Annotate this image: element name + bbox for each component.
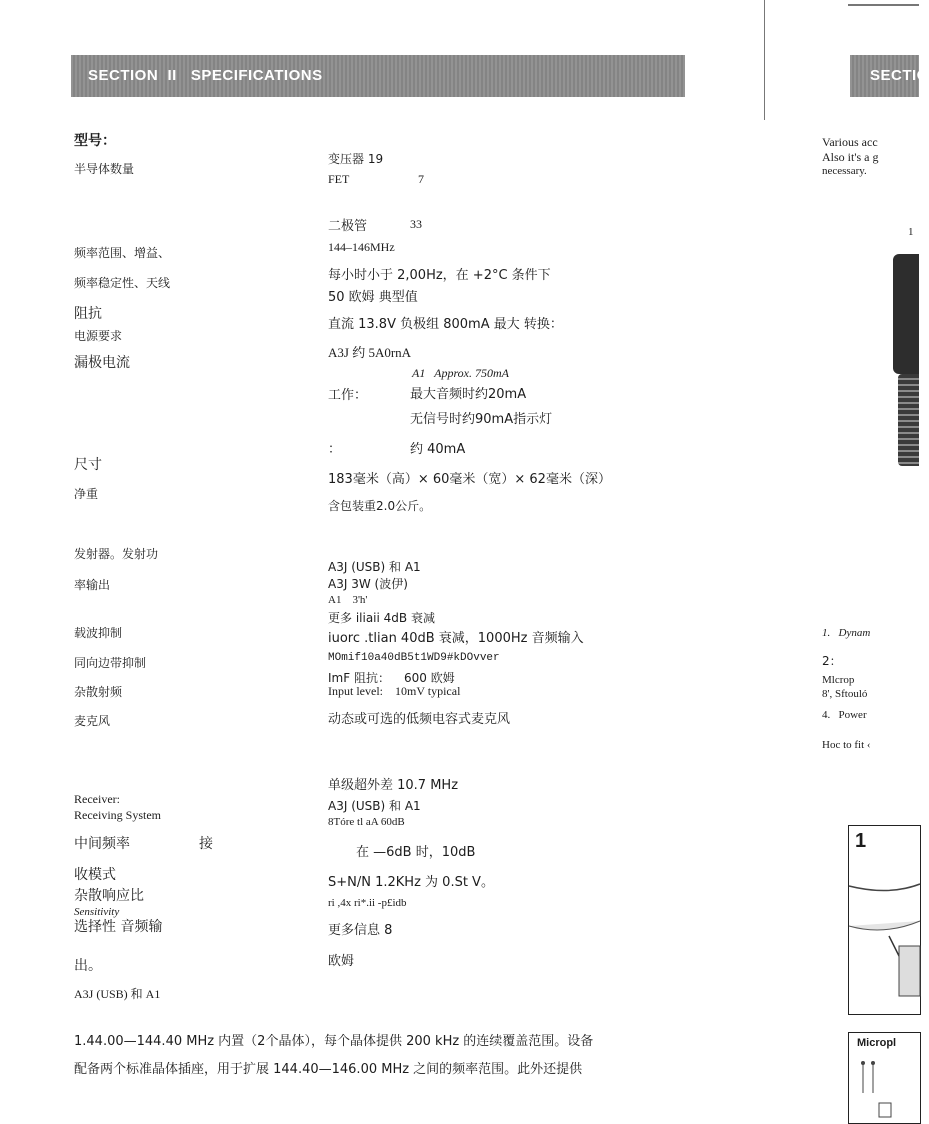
page-gutter-line — [764, 0, 765, 120]
value-input-level: Input level: 10mV typical — [328, 684, 461, 698]
paragraph-line-1: 1.44.00—144.40 MHz 内置（2个晶体），每个晶体提供 200 kHz 的连续覆盖范围。设备 — [74, 1034, 594, 1049]
right-page-top-rule — [848, 4, 919, 6]
value-dimensions: 183毫米（高）× 60毫米（宽）× 62毫米（深） — [328, 472, 611, 487]
label-freq-stability: 频率稳定性、天线 — [74, 276, 171, 290]
label-if-frequency: 中间频率 — [74, 836, 130, 852]
value-colon: ： — [328, 442, 342, 457]
right-list-mic: Mlcrop — [822, 674, 855, 686]
right-intro-line-1: Various acc — [822, 135, 878, 149]
right-section-header-title: SECTIO — [870, 67, 929, 84]
section-header-bar — [71, 55, 685, 97]
right-list-sft: 8', Sftouló — [822, 688, 868, 700]
value-tx-power: A3J 3W (波伊) — [328, 577, 408, 591]
value-weight: 含包装重2.0公斤。 — [328, 499, 432, 513]
microphone-cord — [898, 374, 919, 466]
microphone-photo — [890, 224, 919, 469]
right-how-to: Hoc to fit ‹ — [822, 739, 871, 751]
value-approx-40: 约 40mA — [410, 442, 466, 457]
value-rx-garbled: 8Tóre tl aA 60dB — [328, 816, 405, 828]
right-list-1: 1. Dynam — [822, 627, 871, 639]
label-receive-mode: 收模式 — [74, 867, 116, 883]
label-mode-a3j: A3J (USB) 和 A1 — [74, 987, 161, 1001]
right-intro-line-3: necessary. — [822, 165, 867, 177]
value-fet-count: 7 — [418, 172, 424, 186]
value-no-signal: 无信号时约90mA指示灯 — [410, 412, 553, 427]
label-receiving-system: Receiving System — [74, 808, 161, 822]
label-carrier-suppression: 载波抑制 — [74, 626, 123, 640]
label-spurious: 杂散射频 — [74, 685, 123, 699]
label-transmitter: 发射器。发射功 — [74, 547, 159, 561]
label-weight: 净重 — [74, 487, 99, 501]
value-diode: 二极管 — [328, 219, 368, 234]
value-imp: 600 欧姆 — [404, 671, 455, 685]
label-sideband-suppression: 同向边带抑制 — [74, 656, 147, 670]
value-a3j-current: A3J 约 5A0rnA — [328, 345, 412, 360]
value-carrier: iuorc .tlian 40dB 衰减，1000Hz 音频输入 — [328, 631, 584, 646]
label-spurious-ratio: 杂散响应比 — [74, 888, 144, 904]
label-drain-current: 漏极电流 — [74, 355, 130, 371]
right-intro-line-2: Also it's a g — [822, 150, 879, 164]
photo-number: 1 — [908, 226, 914, 238]
value-rx-garbled-2: ri ,4x ri*.ii -p£idb — [328, 897, 407, 909]
label-impedance: 阻抗 — [74, 306, 102, 322]
figure-2-label: Micropl — [857, 1037, 897, 1049]
label-model: 型号： — [74, 133, 116, 149]
value-tx-mode: A3J (USB) 和 A1 — [328, 560, 421, 574]
value-stability: 每小时小于 2,00Hz，在 +2°C 条件下 — [328, 268, 551, 283]
label-receiver: Receiver: — [74, 792, 120, 806]
value-imp-label: ImF 阻抗： — [328, 671, 390, 685]
value-tx-a1: A1 3'h' — [328, 594, 368, 606]
value-working-label: 工作： — [328, 388, 368, 403]
paragraph-line-2: 配备两个标准晶体插座，用于扩展 144.40—146.00 MHz 之间的频率范围。此外还提供 — [74, 1062, 583, 1077]
value-fet: FET — [328, 172, 350, 186]
value-microphone: 动态或可选的低频电容式麦克风 — [328, 712, 511, 727]
figure-2-drawing — [849, 1033, 920, 1123]
label-power-output: 率输出 — [74, 578, 111, 592]
value-transformer: 变压器 19 — [328, 152, 384, 166]
label-output: 出。 — [74, 958, 102, 974]
value-freq: 144–146MHz — [328, 240, 395, 254]
figure-1-number: 1 — [855, 830, 867, 852]
value-snr: S+N/N 1.2KHz 为 0.St V。 — [328, 875, 494, 890]
figure-1-drawing — [849, 826, 920, 1014]
value-superhet: 单级超外差 10.7 MHz — [328, 778, 459, 793]
value-impedance: 50 欧姆 典型值 — [328, 290, 418, 305]
label-dimensions: 尺寸 — [74, 457, 102, 473]
label-semiconductors: 半导体数量 — [74, 162, 135, 176]
label-microphone: 麦克风 — [74, 714, 111, 728]
value-a1-current: A1 Approx. 750mA — [412, 366, 509, 380]
section-header-title: SECTION II SPECIFICATIONS — [88, 67, 323, 84]
figure-2-box — [848, 1032, 921, 1124]
label-freq-range: 频率范围、增益、 — [74, 246, 171, 260]
value-working: 最大音频时约20mA — [410, 387, 527, 402]
value-more-info: 更多信息 8 — [328, 923, 393, 938]
value-rx-mode: A3J (USB) 和 A1 — [328, 799, 421, 813]
label-sensitivity: Sensitivity — [74, 906, 120, 918]
value-dc-supply: 直流 13.8V 负极组 800mA 最大 转换： — [328, 317, 563, 332]
microphone-body — [893, 254, 919, 374]
right-list-2: 2： — [822, 654, 842, 668]
right-section-header-bar — [850, 55, 929, 97]
right-list-4: 4. Power — [822, 709, 867, 721]
value-diode-count: 33 — [410, 217, 422, 231]
value-sideband: MOmif10a40dB5t1WD9#kDOvver — [328, 652, 500, 664]
value-more-ilia: 更多 iliaii 4dB 衰减 — [328, 611, 435, 625]
value-ohm: 欧姆 — [328, 954, 355, 969]
label-receive-char: 接 — [199, 836, 213, 852]
label-power-req: 电源要求 — [74, 329, 123, 343]
figure-1-box — [848, 825, 921, 1015]
value-at-6db: 在 —6dB 时，10dB — [356, 845, 476, 860]
label-selectivity: 选择性 音频输 — [74, 919, 163, 935]
